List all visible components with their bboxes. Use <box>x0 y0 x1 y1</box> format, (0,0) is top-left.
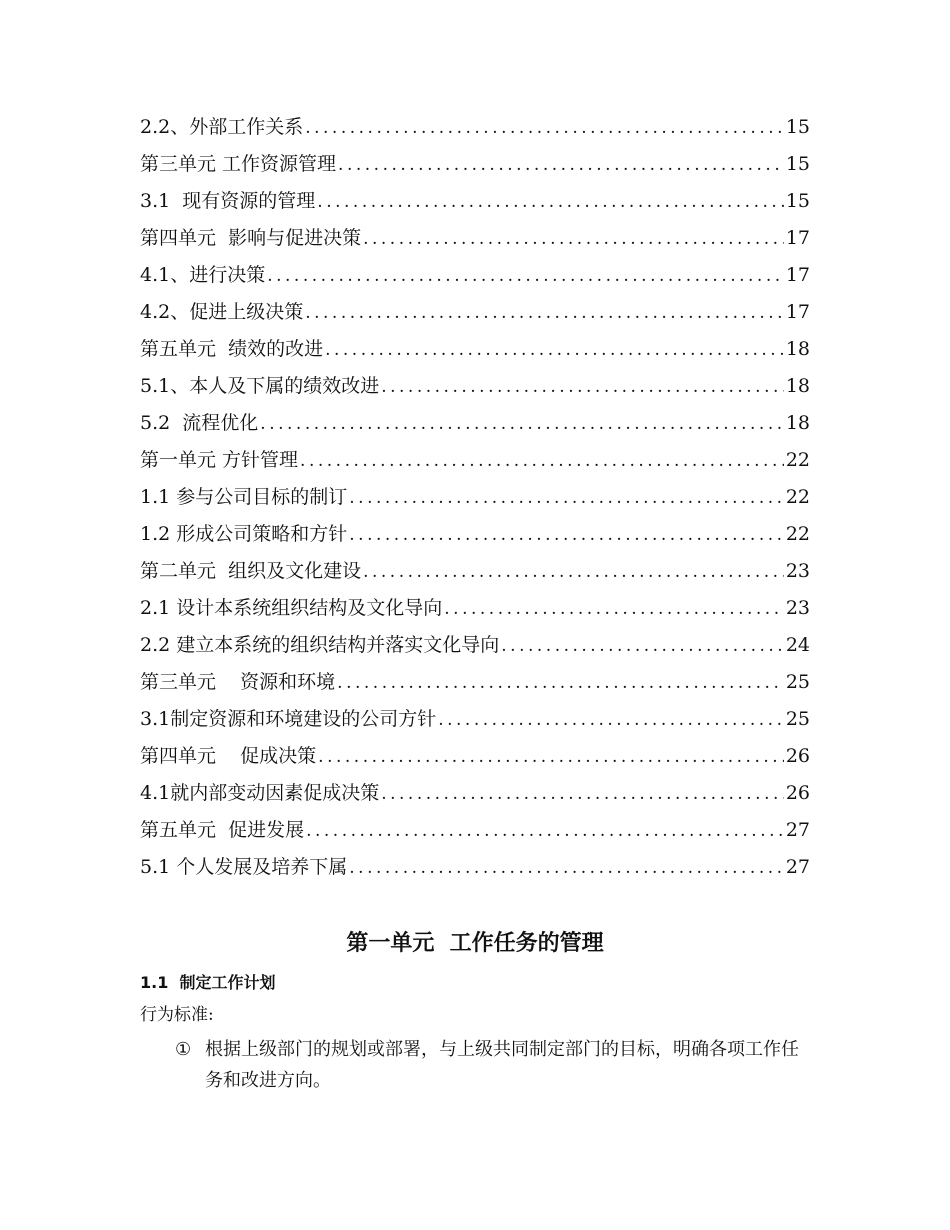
toc-entry-title: 3.1制定资源和环境建设的公司方针 <box>140 708 437 730</box>
toc-entry[interactable] <box>140 516 810 553</box>
toc-entry-title: 第四单元 影响与促进决策 <box>140 227 362 249</box>
list-item-marker: ① <box>175 1039 192 1060</box>
toc-entry-title: 5.2 流程优化 <box>140 412 259 434</box>
toc-dot-leader <box>338 147 784 184</box>
toc-dot-leader <box>317 184 784 221</box>
toc-entry[interactable] <box>140 331 810 368</box>
toc-entry-title: 第三单元 资源和环境 <box>140 671 336 693</box>
toc-entry-title: 1.2 形成公司策略和方针 <box>140 523 348 545</box>
table-of-contents <box>140 109 810 886</box>
toc-entry[interactable] <box>140 627 810 664</box>
toc-dot-leader <box>363 554 784 591</box>
toc-entry-title: 第二单元 组织及文化建设 <box>140 560 362 582</box>
toc-entry-page: 22 <box>785 523 810 545</box>
toc-entry-page: 22 <box>785 486 810 508</box>
unit-heading: 第一单元 工作任务的管理 <box>346 931 604 956</box>
toc-dot-leader <box>381 369 784 406</box>
toc-entry-page: 24 <box>785 634 810 656</box>
toc-entry-title: 第四单元 促成决策 <box>140 745 317 767</box>
toc-entry[interactable] <box>140 812 810 849</box>
toc-entry[interactable] <box>140 479 810 516</box>
toc-entry-title: 5.1 个人发展及培养下属 <box>140 856 348 878</box>
toc-entry-page: 22 <box>785 449 810 471</box>
toc-entry-page: 17 <box>785 227 810 249</box>
toc-entry[interactable] <box>140 775 810 812</box>
toc-entry-title: 4.1就内部变动因素促成决策 <box>140 782 380 804</box>
toc-entry[interactable] <box>140 590 810 627</box>
toc-entry-title: 3.1 现有资源的管理 <box>140 190 316 212</box>
toc-entry[interactable] <box>140 553 810 590</box>
toc-dot-leader <box>325 332 784 369</box>
toc-dot-leader <box>305 295 784 332</box>
toc-entry-title: 4.2、促进上级决策 <box>140 301 304 323</box>
behavior-standard-label: 行为标准: <box>140 1005 214 1025</box>
section-heading: 1.1 制定工作计划 <box>140 973 276 992</box>
toc-dot-leader <box>349 517 784 554</box>
toc-entry-title: 第三单元 工作资源管理 <box>140 153 337 175</box>
toc-entry[interactable] <box>140 442 810 479</box>
toc-entry-page: 18 <box>785 412 810 434</box>
toc-entry-title: 2.1 设计本系统组织结构及文化导向 <box>140 597 443 619</box>
toc-entry-page: 15 <box>785 153 810 175</box>
toc-entry[interactable] <box>140 220 810 257</box>
toc-entry[interactable] <box>140 405 810 442</box>
toc-entry-title: 第一单元 方针管理 <box>140 449 299 471</box>
toc-entry[interactable] <box>140 368 810 405</box>
toc-dot-leader <box>260 406 784 443</box>
toc-dot-leader <box>381 776 784 813</box>
toc-dot-leader <box>363 221 784 258</box>
toc-entry-page: 26 <box>785 745 810 767</box>
toc-entry-page: 27 <box>785 856 810 878</box>
toc-entry-title: 第五单元 绩效的改进 <box>140 338 324 360</box>
toc-entry-page: 15 <box>785 190 810 212</box>
toc-entry[interactable] <box>140 294 810 331</box>
toc-entry[interactable] <box>140 109 810 146</box>
toc-entry[interactable] <box>140 701 810 738</box>
toc-entry-title: 2.2、外部工作关系 <box>140 116 304 138</box>
toc-dot-leader <box>349 480 784 517</box>
toc-entry[interactable] <box>140 183 810 220</box>
toc-entry-page: 17 <box>785 264 810 286</box>
toc-entry-title: 第五单元 促进发展 <box>140 819 305 841</box>
toc-entry-page: 25 <box>785 671 810 693</box>
toc-entry[interactable] <box>140 664 810 701</box>
toc-entry-page: 26 <box>785 782 810 804</box>
toc-dot-leader <box>300 443 784 480</box>
toc-dot-leader <box>349 850 784 887</box>
toc-entry-page: 23 <box>785 560 810 582</box>
toc-entry-title: 4.1、进行决策 <box>140 264 266 286</box>
toc-entry[interactable] <box>140 738 810 775</box>
toc-entry[interactable] <box>140 849 810 886</box>
toc-entry-page: 18 <box>785 338 810 360</box>
toc-dot-leader <box>501 628 784 665</box>
toc-entry-page: 25 <box>785 708 810 730</box>
toc-dot-leader <box>306 813 784 850</box>
toc-entry[interactable] <box>140 146 810 183</box>
list-item-text: 根据上级部门的规划或部署，与上级共同制定部门的目标，明确各项工作任务和改进方向。 <box>205 1039 799 1091</box>
toc-entry-page: 23 <box>785 597 810 619</box>
toc-entry-page: 18 <box>785 375 810 397</box>
toc-entry-title: 5.1、本人及下属的绩效改进 <box>140 375 380 397</box>
toc-entry-page: 15 <box>785 116 810 138</box>
list-item <box>175 1034 815 1096</box>
toc-dot-leader <box>267 258 784 295</box>
toc-dot-leader <box>444 591 784 628</box>
toc-dot-leader <box>305 110 784 147</box>
toc-entry[interactable] <box>140 257 810 294</box>
toc-dot-leader <box>337 665 784 702</box>
toc-entry-title: 1.1 参与公司目标的制订 <box>140 486 348 508</box>
toc-dot-leader <box>318 739 784 776</box>
toc-entry-title: 2.2 建立本系统的组织结构并落实文化导向 <box>140 634 500 656</box>
toc-entry-page: 27 <box>785 819 810 841</box>
toc-dot-leader <box>438 702 784 739</box>
toc-entry-page: 17 <box>785 301 810 323</box>
